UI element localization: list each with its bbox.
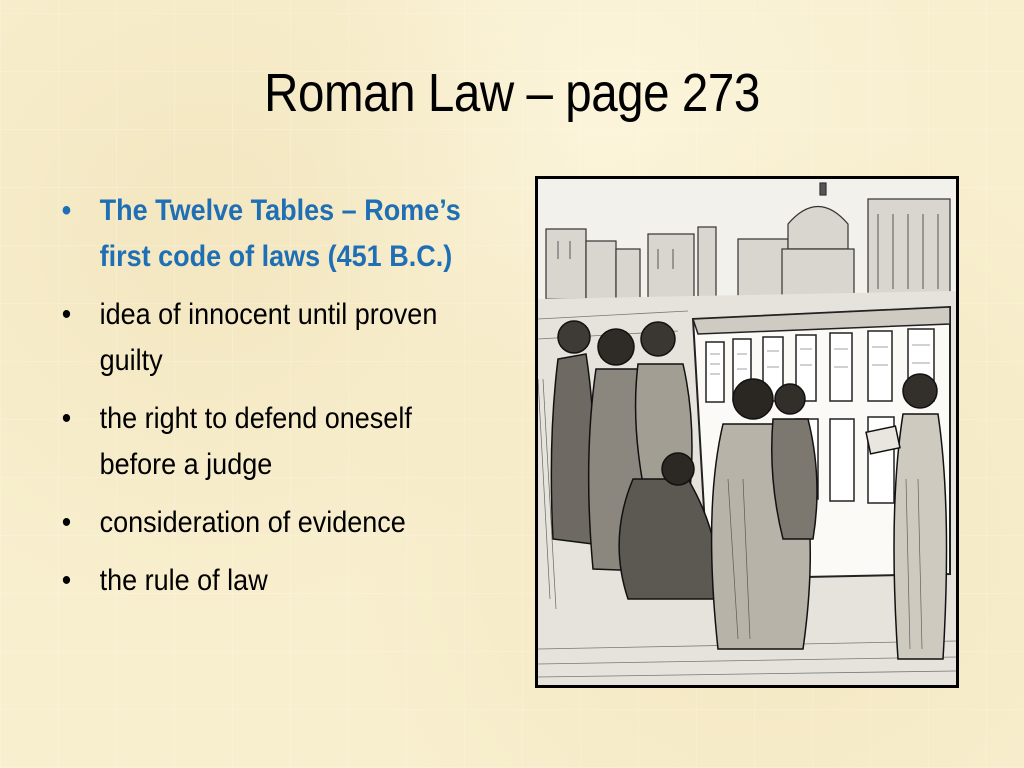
bullet-item-innocent <box>60 292 465 384</box>
bullet-dot-icon: • <box>61 194 72 227</box>
bullet-dot-icon: • <box>61 564 72 597</box>
bullet-text: the right to defend oneself before a judge <box>99 402 412 481</box>
bullet-item-rule-of-law <box>60 558 465 604</box>
bullet-item-evidence <box>60 500 465 546</box>
slide-title: Roman Law – page 273 <box>264 63 760 123</box>
bullet-dot-icon: • <box>61 402 72 435</box>
bullet-text: consideration of evidence <box>99 506 406 539</box>
bullet-text: The Twelve Tables – Rome’s first code of laws (451 B.C.) <box>99 194 461 273</box>
bullet-list <box>60 188 465 616</box>
bullet-text: the rule of law <box>99 564 268 597</box>
engraving-illustration <box>538 179 956 685</box>
bullet-dot-icon: • <box>61 506 72 539</box>
bullet-dot-icon: • <box>61 298 72 331</box>
twelve-tables-engraving <box>535 176 959 688</box>
bullet-item-defend <box>60 396 465 488</box>
bullet-item-twelve-tables <box>60 188 465 280</box>
bullet-text: idea of innocent until proven guilty <box>99 298 438 377</box>
